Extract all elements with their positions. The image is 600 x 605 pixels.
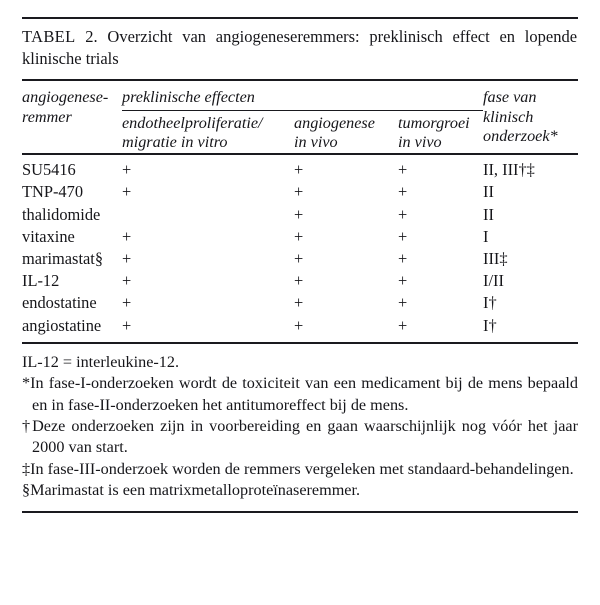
cell-clinical-phase: I/II xyxy=(483,271,504,291)
cell-clinical-phase: III‡ xyxy=(483,249,508,269)
cell-endothelial-proliferation: + xyxy=(122,182,132,202)
cell-inhibitor-name: vitaxine xyxy=(22,226,75,246)
cell-angiogenesis-in-vivo: + xyxy=(294,315,304,335)
cell-tumor-growth-in-vivo: + xyxy=(398,204,408,224)
header-sub3-line2: in vivo xyxy=(398,133,442,152)
table-row xyxy=(22,181,578,203)
table-row xyxy=(22,204,578,226)
rule-below-body xyxy=(22,342,578,344)
header-phase-line2: klinisch xyxy=(483,107,534,126)
table-body xyxy=(22,159,578,337)
caption-text: Overzicht van angiogeneseremmers: preklinisch effect en lopende klinische trials xyxy=(22,27,578,68)
cell-endothelial-proliferation: + xyxy=(122,271,132,291)
header-phase-line3: onderzoek* xyxy=(483,127,558,146)
rule-top xyxy=(22,17,578,19)
cell-tumor-growth-in-vivo: + xyxy=(398,182,408,202)
header-sub2-line1: angiogenese xyxy=(294,113,375,132)
header-cell-sub3 xyxy=(398,114,483,154)
footnotes xyxy=(22,352,578,502)
cell-endothelial-proliferation xyxy=(122,204,294,226)
cell-inhibitor-name: endostatine xyxy=(22,293,97,313)
header-cell-sub2 xyxy=(294,114,398,154)
footnote-abbreviation: IL-12 = interleukine-12. xyxy=(22,352,180,371)
cell-tumor-growth-in-vivo: + xyxy=(398,271,408,291)
header-cell-group: preklinische effecten xyxy=(122,87,255,106)
table-row xyxy=(22,292,578,314)
header-name-line1: angiogenese- xyxy=(22,87,109,106)
cell-clinical-phase: II xyxy=(483,182,494,202)
cell-inhibitor-name: SU5416 xyxy=(22,160,76,180)
cell-inhibitor-name: IL-12 xyxy=(22,271,60,291)
header-cell-sub1 xyxy=(122,114,294,154)
cell-angiogenesis-in-vivo: + xyxy=(294,160,304,180)
cell-angiogenesis-in-vivo: + xyxy=(294,293,304,313)
header-sub2-line2: in vivo xyxy=(294,133,338,152)
cell-tumor-growth-in-vivo: + xyxy=(398,315,408,335)
header-cell-phase xyxy=(483,81,578,153)
cell-tumor-growth-in-vivo: + xyxy=(398,160,408,180)
cell-tumor-growth-in-vivo: + xyxy=(398,249,408,269)
cell-tumor-growth-in-vivo: + xyxy=(398,293,408,313)
cell-angiogenesis-in-vivo: + xyxy=(294,271,304,291)
caption-number: 2. xyxy=(85,27,98,46)
cell-clinical-phase: II, III†‡ xyxy=(483,160,535,180)
cell-angiogenesis-in-vivo: + xyxy=(294,182,304,202)
cell-endothelial-proliferation: + xyxy=(122,160,132,180)
cell-tumor-growth-in-vivo: + xyxy=(398,226,408,246)
footnote-section: §Marimastat is een matrixmetalloproteïnaseremmer. xyxy=(22,481,361,500)
cell-angiogenesis-in-vivo: + xyxy=(294,249,304,269)
cell-angiogenesis-in-vivo: + xyxy=(294,226,304,246)
table-row xyxy=(22,226,578,248)
header-sub1-line1: endotheelproliferatie/ xyxy=(122,113,263,132)
cell-clinical-phase: I† xyxy=(483,293,497,313)
cell-clinical-phase: I† xyxy=(483,315,497,335)
header-sub1-line2: migratie in vitro xyxy=(122,133,228,152)
cell-angiogenesis-in-vivo: + xyxy=(294,204,304,224)
table-row xyxy=(22,270,578,292)
cell-endothelial-proliferation: + xyxy=(122,315,132,335)
table-row xyxy=(22,315,578,337)
cell-endothelial-proliferation: + xyxy=(122,249,132,269)
cell-inhibitor-name: TNP-470 xyxy=(22,182,84,202)
rule-figure-bottom xyxy=(22,511,578,513)
cell-endothelial-proliferation: + xyxy=(122,226,132,246)
header-sub3-line1: tumorgroei xyxy=(398,113,470,132)
footnotes-spacer xyxy=(22,502,578,511)
cell-inhibitor-name: angiostatine xyxy=(22,315,102,335)
cell-endothelial-proliferation: + xyxy=(122,293,132,313)
table-caption xyxy=(22,26,578,70)
cell-clinical-phase: II xyxy=(483,204,494,224)
table-body-wrap xyxy=(22,155,578,342)
table-body-rows xyxy=(22,159,578,337)
header-row-group xyxy=(22,81,578,108)
table-row xyxy=(22,248,578,270)
table-container xyxy=(22,0,578,513)
header-cell-name xyxy=(22,81,122,153)
table-row xyxy=(22,159,578,181)
table xyxy=(22,81,578,153)
cell-inhibitor-name: marimastat§ xyxy=(22,249,104,269)
header-phase-line1: fase van xyxy=(483,87,537,106)
caption-label: TABEL xyxy=(22,27,76,46)
cell-inhibitor-name: thalidomide xyxy=(22,204,101,224)
table-header-block xyxy=(22,79,578,153)
footnote-asterisk: *In fase-I-onderzoeken wordt de toxiciteit van een medicament bij de mens bepaald en in fase-II-onderzoeken het antitumoreffect bij de mens. xyxy=(22,374,578,414)
footnote-double-dagger: ‡In fase-III-onderzoek worden de remmers vergeleken met standaard-behandelingen. xyxy=(22,459,574,478)
cell-clinical-phase: I xyxy=(483,226,489,246)
header-name-line2: remmer xyxy=(22,107,72,126)
footnote-dagger: †Deze onderzoeken zijn in voorbereiding en gaan waarschijnlijk nog vóór het jaar 2000 van start. xyxy=(22,417,578,457)
